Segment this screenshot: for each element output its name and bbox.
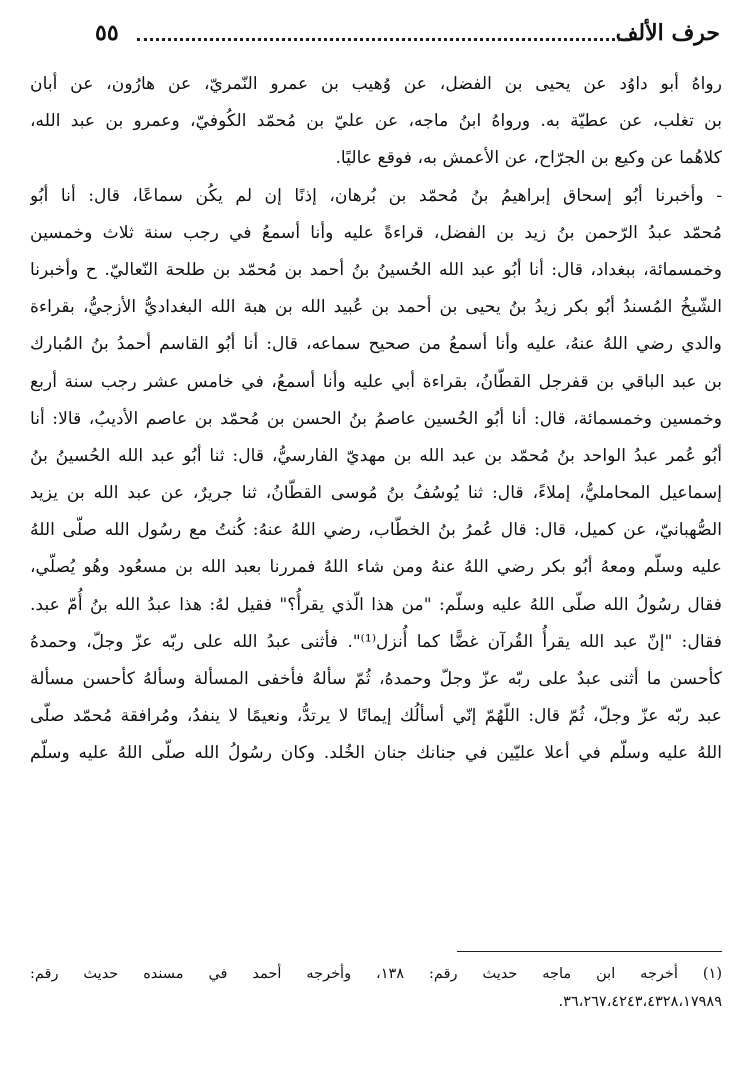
text-line: إسماعيل المحامليُّ، إملاءً، قال: ثنا يُوسُفُ بنُ مُوسى القطّانُ، ثنا جريرٌ، عن عبد الله بن يزيد (30, 483, 722, 504)
text-line: عبد ربّه عزّ وجلّ، ثُمّ قال: اللّهُمّ إنّي أسألُك إيمانًا لا يرتدُّ، ونعيمًا لا ينفدُ، ومُرافقة مُحمّد صلّى (30, 706, 722, 727)
text-line: الشّيخُ المُسندُ أبُو بكر زيدُ بنُ يحيى بن أحمد بن عُبيد الله بن هبة الله البغداديُّ الأزجيُّ، بقراءة (30, 297, 722, 318)
text-line: بن عبد الباقي بن قفرجل القطّانُ، بقراءة أبي عليه وأنا أسمعُ، في خامس عشر رجب سنة أربع (30, 371, 722, 392)
footnote (30, 960, 722, 1016)
page-number: ٥٥ (95, 20, 119, 46)
text-line: - وأخبرنا أبُو إسحاق إبراهيمُ بنُ مُحمّد بن بُرهان، إذنًا إن لم يكُن سماعًا، قال: أنا أبُو (30, 185, 722, 206)
chapter-title: حرف الألف (615, 20, 720, 46)
text-line: فقال رسُولُ الله صلّى اللهُ عليه وسلّم: "من هذا الّذي يقرأُ؟" فقيل لهُ: هذا عبدُ الله بنُ أُمّ عبد. (30, 594, 722, 615)
text-line: كلاهُما عن وكيع بن الجرّاح، عن الأعمش به، فوقع عاليًا. (335, 148, 722, 169)
footnote-line: ٣٦،٢٦٧،٤٢٤٣،٤٣٢٨،١٧٩٨٩. (558, 994, 722, 1010)
text-line: أبُو عُمر عبدُ الواحد بنُ مُحمّد بن عبد الله بن مهديّ الفارسيُّ، قال: ثنا أبُو عبد الله الحُسينُ بنُ (30, 445, 722, 466)
footnote-separator (457, 951, 722, 952)
text-line: رواهُ أبو داوُد عن يحيى بن الفضل، عن وُهيب بن عمرو النّمريّ، عن هارُون، عن أبان (30, 74, 722, 94)
text-line: وخمسمائة، ببغداد، قال: أنا أبُو عبد الله الحُسينُ بنُ أحمد بن مُحمّد بن طلحة النّعاليّ. ح وأخبرنا (30, 259, 722, 280)
text-line: بن تغلب، عن عطيّة به. ورواهُ ابنُ ماجه، عن عليّ بن مُحمّد الكُوفيّ، وعمرو بن عبد الله، (30, 111, 722, 132)
main-text (30, 66, 722, 773)
text-line: اللهُ عليه وسلّم في أعلا عليّين في جنانك جنان الخُلد. وكان رسُولُ الله صلّى اللهُ عليه وسلّم (30, 743, 722, 764)
text-line: مُحمّد عبدُ الرّحمن بنُ زيد بن الفضل، قراءةً عليه وأنا أسمعُ في رجب سنة ثلاث وخمسين (30, 222, 722, 243)
text-line: عليه وسلّم ومعهُ أبُو بكر رضي اللهُ عنهُ ومن شاء اللهُ فمررنا بعبد الله بن مسعُود وهُو يُصلّي، (30, 557, 722, 578)
text-line: والدي رضي اللهُ عنهُ، عليه وأنا أسمعُ من صحيح سماعه، قال: أنا أبُو القاسم أحمدُ بنُ المُبارك (30, 334, 722, 355)
text-line: وخمسين وخمسمائة، قال: أنا أبُو الحُسين عاصمُ بنُ الحسن بن مُحمّد بن عاصم الأديبُ، قالا: أنا (30, 408, 722, 429)
text-line: كأحسن ما أثنى عبدٌ على ربّه عزّ وجلّ وحمدهُ، ثُمّ سألهُ فأخفى المسألة وسألهُ كأحسن مسألة (30, 669, 722, 689)
text-line: فقال: "إنّ عبد الله يقرأُ القُرآن غضًّا كما أُنزل⁽¹⁾". فأثنى عبدُ الله على ربّه عزّ وجلّ، وحمدهُ (30, 631, 722, 652)
header-leader-dots (137, 20, 628, 41)
page-header (95, 16, 720, 51)
text-line: الصُّهبانيّ، عن كميل، قال: قال عُمرُ بنُ الخطّاب، رضي اللهُ عنهُ: كُنتُ مع رسُول الله صلّى اللهُ (30, 520, 722, 541)
footnote-line: (١) أخرجه ابن ماجه حديث رقم: ١٣٨، وأخرجه أحمد في مسنده حديث رقم: (30, 966, 722, 982)
